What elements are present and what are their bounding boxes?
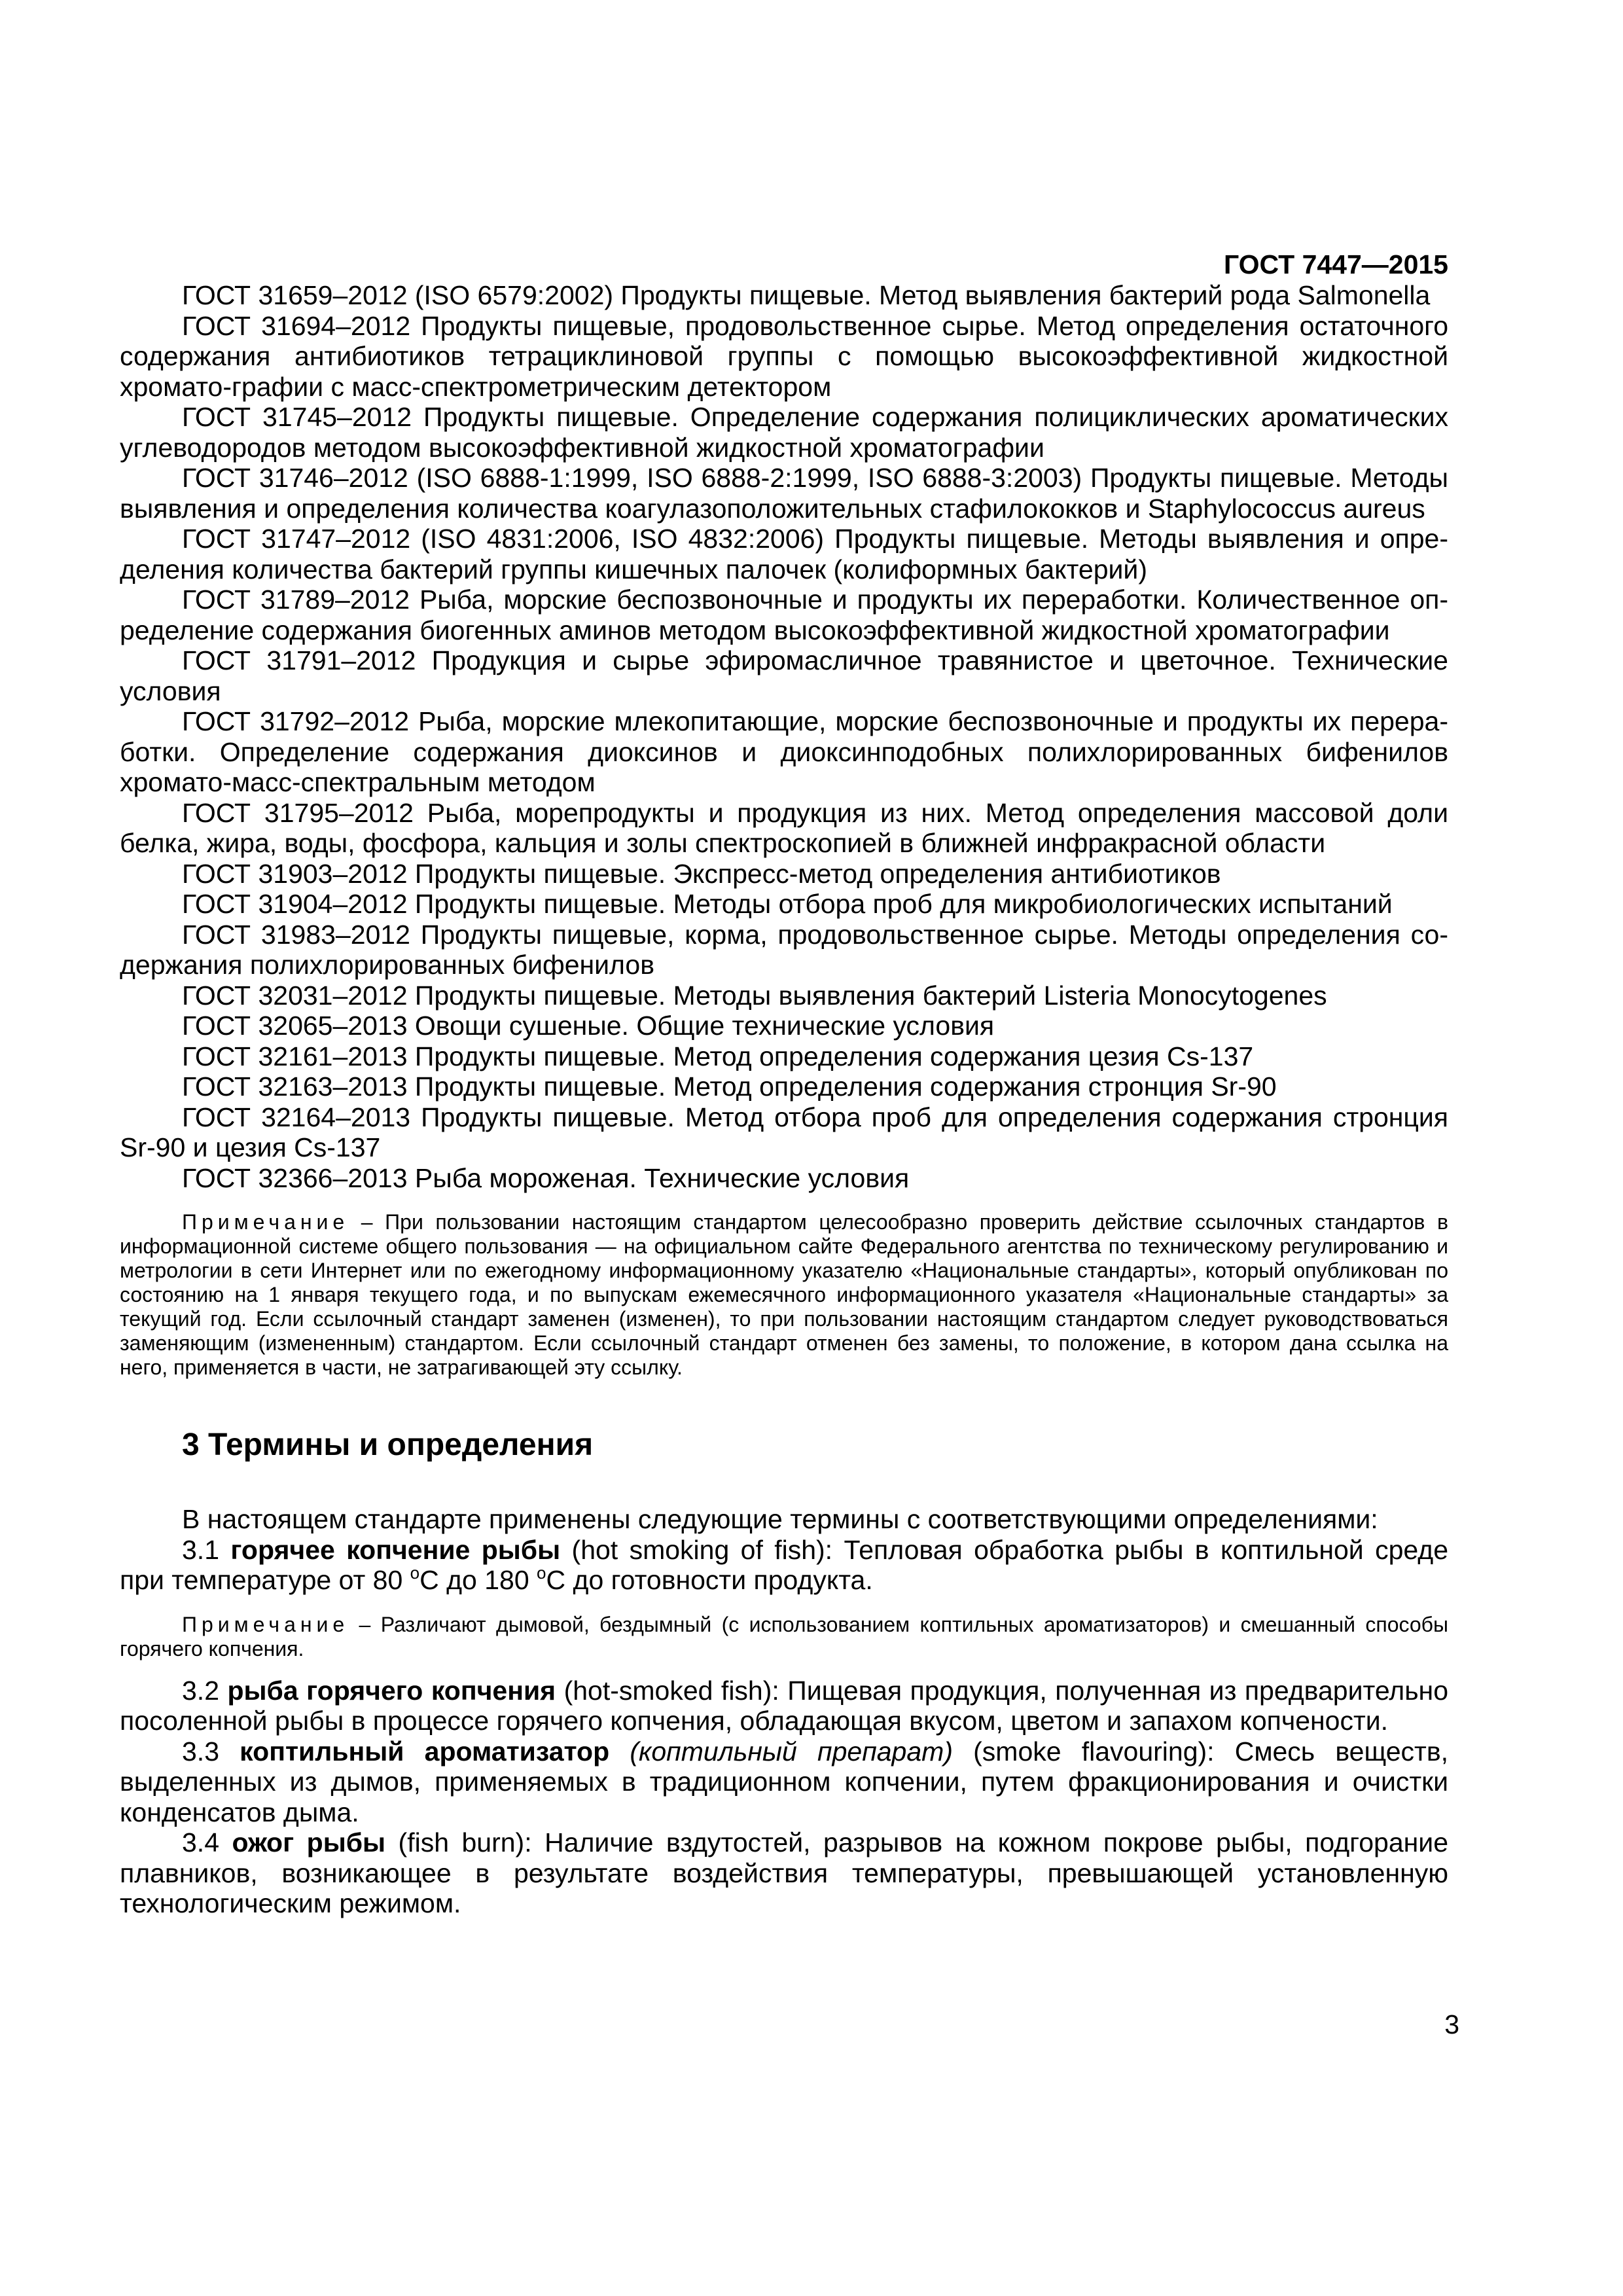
document-header: ГОСТ 7447—2015 [1223,249,1448,279]
term-number: 3.4 [182,1827,232,1857]
reference-item: ГОСТ 32366–2013 Рыба мороженая. Технические условия [182,1162,910,1193]
reference-item: ГОСТ 31904–2012 Продукты пищевые. Методы отбора проб для микробиологических испытаний [182,889,1393,919]
term-definition: (hot-smoked fish): Пищевая продукция, полученная из предварительно посоленной рыбы в процессе горячего копчения, обладающая вкусом, цветом и запахом копчености. [120,1675,1448,1736]
term-number: 3.3 [182,1736,240,1767]
term-synonym: (коптильный препарат) [630,1736,953,1767]
reference-item: ГОСТ 32065–2013 Овощи сушеные. Общие технические условия [182,1011,995,1041]
note-text: – При пользовании настоящим стандартом целесообразно проверить действие ссылочных стандартов в информационной системе общего пользования — на официальном сайте Федерального агентства по техническому регулированию и метрологии в сети Интернет или по ежегодному информационному указателю «Национальные стандарты», который опубликован по состоянию на 1 января текущего года, и по выпускам ежемесячного информационного указателя «Национальные стандарты» за текущий год. Если ссылочный стандарт заменен (изменен), то при пользовании настоящим стандартом следует руководствоваться заменяющим (измененным) стандартом. Если ссылочный стандарт отменен без замены, то положение, в котором дана ссылка на него, применяется в части, не затрагивающей эту ссылку. [120,1210,1448,1379]
references-list [120,280,1448,1193]
reference-item: ГОСТ 31659–2012 (ISO 6579:2002) Продукты пищевые. Метод выявления бактерий рода Salmonella [182,280,1431,310]
term-definition: (fish burn): Наличие вздутостей, разрывов на кожном покрове рыбы, подгорание плавников, возникающее в результате воздействия температуры, превышающей установленную технологическим режимом. [120,1827,1448,1918]
reference-item: ГОСТ 32164–2013 Продукты пищевые. Метод отбора проб для определения содержания стронция Sr-90 и цезия Cs-137 [120,1102,1448,1162]
term-entry-3-4 [120,1827,1448,1919]
term-name: коптильный ароматизатор [240,1736,610,1767]
reference-item: ГОСТ 31791–2012 Продукция и сырье эфиромасличное травянистое и цветочное. Технические условия [120,645,1448,706]
term-number: 3.1 [182,1534,231,1565]
note-label: Примечание [182,1210,349,1234]
reference-item: ГОСТ 31747–2012 (ISO 4831:2006, ISO 4832:2006) Продукты пищевые. Методы выявления и опре-деления количества бактерий группы кишечных палочек (колиформных бактерий) [120,524,1448,584]
document-page [120,249,1448,1919]
reference-item: ГОСТ 31789–2012 Рыба, морские беспозвоночные и продукты их переработки. Количественное оп-ределение содержания биогенных аминов методом высокоэффективной жидкостной хроматографии [120,584,1448,645]
page-number: 3 [1444,2009,1459,2039]
reference-item: ГОСТ 31903–2012 Продукты пищевые. Экспресс-метод определения антибиотиков [182,858,1221,889]
note-text: – Различают дымовой, бездымный (с использованием коптильных ароматизаторов) и смешанный способы горячего копчения. [120,1612,1448,1660]
term-entry-3-3 [120,1736,1448,1828]
term-number: 3.2 [182,1675,228,1706]
term-name: рыба горячего копчения [227,1675,556,1706]
reference-item: ГОСТ 32161–2013 Продукты пищевые. Метод определения содержания цезия Cs-137 [182,1041,1254,1071]
term-definition: С до готовности продукта. [546,1565,873,1595]
reference-item: ГОСТ 31983–2012 Продукты пищевые, корма, продовольственное сырье. Методы определения со-держания полихлорированных бифенилов [120,919,1448,980]
term-name: горячее копчение рыбы [230,1534,561,1565]
term-definition: С до 180 [419,1565,537,1595]
degree-sign: o [410,1563,420,1583]
reference-item: ГОСТ 31746–2012 (ISO 6888-1:1999, ISO 6888-2:1999, ISO 6888-3:2003) Продукты пищевые. Методы выявления и определения количества коагулазоположительных стафилококков и Staphylococcus aureus [120,463,1448,524]
reference-item: ГОСТ 32031–2012 Продукты пищевые. Методы выявления бактерий Listeria Monocytogenes [182,980,1327,1011]
term-definition: (hot smoking of fish): Тепловая обработка рыбы в коптильной среде при температуре от 80 [120,1534,1448,1595]
section-intro: В настоящем стандарте применены следующие термины с соответствующими определениями: [182,1504,1378,1534]
term-entry-3-1 [120,1535,1448,1596]
reference-item: ГОСТ 31745–2012 Продукты пищевые. Определение содержания полициклических ароматических углеводородов методом высокоэффективной жидкостной хроматографии [120,402,1448,463]
note-smoking [120,1613,1448,1661]
reference-item: ГОСТ 31795–2012 Рыба, морепродукты и продукция из них. Метод определения массовой доли белка, жира, воды, фосфора, кальция и золы спектроскопией в ближней инфракрасной области [120,797,1448,858]
note-references [120,1210,1448,1380]
reference-item: ГОСТ 31694–2012 Продукты пищевые, продовольственное сырье. Метод определения остаточного содержания антибиотиков тетрациклиновой группы с помощью высокоэффективной жидкостной хромато-графии с масс-спектрометрическим детектором [120,310,1448,402]
term-entry-3-2 [120,1676,1448,1736]
section-title: 3 Термины и определения [182,1427,594,1462]
degree-sign: o [537,1563,546,1583]
reference-item: ГОСТ 32163–2013 Продукты пищевые. Метод определения содержания стронция Sr-90 [182,1071,1277,1102]
note-label: Примечание [182,1612,349,1636]
term-definition: (smoke flavouring): Смесь веществ, выделенных из дымов, применяемых в традиционном копчении, путем фракционирования и очистки конденсатов дыма. [120,1736,1448,1827]
term-name: ожог рыбы [232,1827,386,1857]
reference-item: ГОСТ 31792–2012 Рыба, морские млекопитающие, морские беспозвоночные и продукты их перера-ботки. Определение содержания диоксинов и диоксинподобных полихлорированных бифенилов хромато-масс-спектральным методом [120,706,1448,797]
spacer [120,1661,1448,1676]
